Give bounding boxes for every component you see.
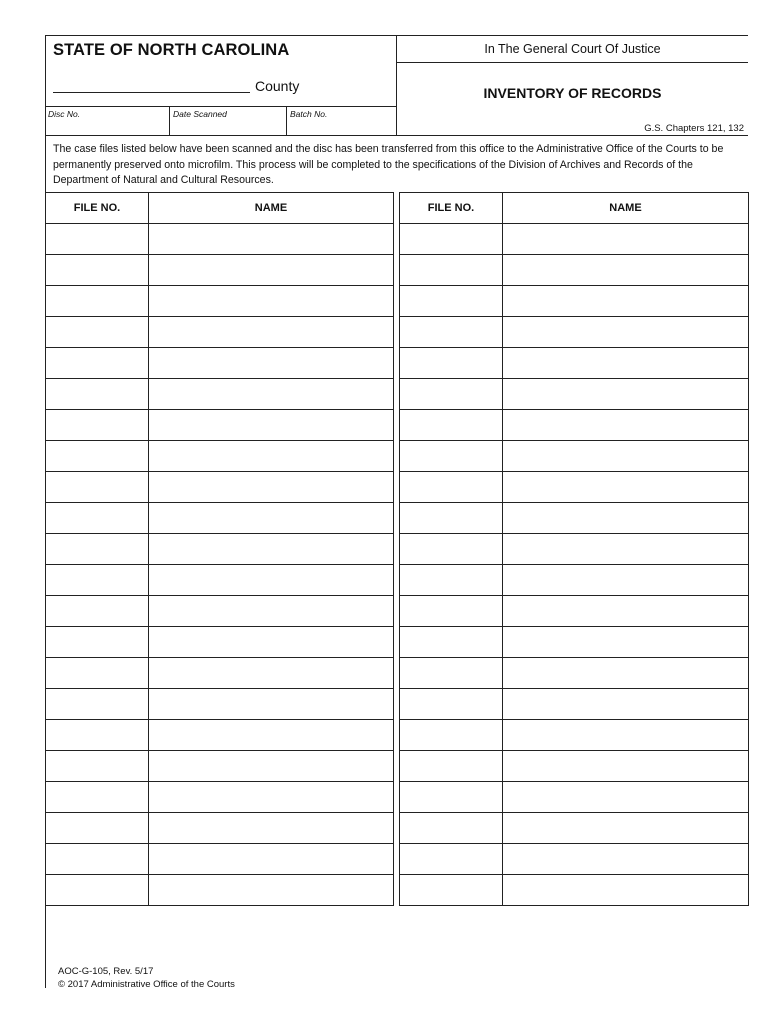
- file-no-cell[interactable]: [400, 565, 503, 596]
- name-cell[interactable]: [149, 317, 394, 348]
- file-no-cell[interactable]: [46, 472, 149, 503]
- file-no-cell[interactable]: [400, 813, 503, 844]
- table-row: [46, 627, 394, 658]
- file-no-cell[interactable]: [46, 503, 149, 534]
- name-cell[interactable]: [149, 751, 394, 782]
- name-cell[interactable]: [503, 627, 749, 658]
- table-header-row: [400, 193, 749, 224]
- name-cell[interactable]: [149, 255, 394, 286]
- name-cell[interactable]: [149, 503, 394, 534]
- file-no-cell[interactable]: [46, 410, 149, 441]
- table-row: [400, 441, 749, 472]
- table-row: [46, 317, 394, 348]
- file-no-cell[interactable]: [46, 565, 149, 596]
- file-no-cell[interactable]: [400, 720, 503, 751]
- file-no-cell[interactable]: [400, 286, 503, 317]
- file-no-cell[interactable]: [400, 441, 503, 472]
- table-row: [400, 844, 749, 875]
- header-left-panel: [45, 36, 397, 136]
- table-row: [46, 441, 394, 472]
- table-row: [400, 286, 749, 317]
- batch-no-label: Batch No.: [290, 109, 328, 119]
- table-row: [46, 472, 394, 503]
- file-no-cell[interactable]: [400, 782, 503, 813]
- file-no-cell[interactable]: [46, 379, 149, 410]
- file-no-cell[interactable]: [400, 875, 503, 906]
- name-cell[interactable]: [149, 348, 394, 379]
- name-cell[interactable]: [503, 286, 749, 317]
- form-header: [45, 35, 748, 136]
- file-no-cell[interactable]: [46, 596, 149, 627]
- name-cell[interactable]: [503, 255, 749, 286]
- file-no-cell[interactable]: [46, 441, 149, 472]
- name-cell[interactable]: [503, 472, 749, 503]
- name-cell[interactable]: [149, 658, 394, 689]
- table-row: [46, 720, 394, 751]
- name-cell[interactable]: [503, 658, 749, 689]
- file-no-cell[interactable]: [46, 658, 149, 689]
- file-no-cell[interactable]: [400, 503, 503, 534]
- table-row: [46, 596, 394, 627]
- file-no-cell[interactable]: [400, 379, 503, 410]
- table-row: [400, 875, 749, 906]
- file-no-cell[interactable]: [400, 658, 503, 689]
- name-cell[interactable]: [503, 379, 749, 410]
- name-cell[interactable]: [149, 565, 394, 596]
- inventory-table-right: [399, 192, 749, 906]
- form-title: INVENTORY OF RECORDS: [483, 85, 662, 101]
- name-cell[interactable]: [503, 534, 749, 565]
- name-cell[interactable]: [503, 689, 749, 720]
- table-row: [46, 379, 394, 410]
- table-row: [400, 503, 749, 534]
- statute-reference: G.S. Chapters 121, 132: [644, 123, 744, 134]
- disc-no-field[interactable]: [45, 107, 170, 136]
- table-row: [46, 844, 394, 875]
- file-no-cell[interactable]: [46, 224, 149, 255]
- table-row: [400, 410, 749, 441]
- file-no-cell[interactable]: [400, 255, 503, 286]
- disc-info-row: [45, 106, 397, 136]
- name-cell[interactable]: [503, 844, 749, 875]
- state-title: STATE OF NORTH CAROLINA: [53, 41, 290, 59]
- file-no-header: FILE NO.: [46, 193, 149, 224]
- table-row: [46, 565, 394, 596]
- name-cell[interactable]: [503, 751, 749, 782]
- table-row: [400, 813, 749, 844]
- table-row: [400, 720, 749, 751]
- name-cell[interactable]: [503, 410, 749, 441]
- disc-no-label: Disc No.: [48, 109, 81, 119]
- name-cell[interactable]: [149, 720, 394, 751]
- table-row: [46, 534, 394, 565]
- table-row: [400, 348, 749, 379]
- date-scanned-field[interactable]: [170, 107, 287, 136]
- name-cell[interactable]: [149, 410, 394, 441]
- copyright-notice: © 2017 Administrative Office of the Courts: [58, 979, 235, 990]
- table-row: [46, 751, 394, 782]
- table-row: [400, 255, 749, 286]
- file-no-cell[interactable]: [400, 410, 503, 441]
- name-cell[interactable]: [149, 224, 394, 255]
- name-cell[interactable]: [149, 596, 394, 627]
- file-no-cell[interactable]: [46, 751, 149, 782]
- table-row: [400, 565, 749, 596]
- file-no-cell[interactable]: [400, 534, 503, 565]
- name-cell[interactable]: [149, 472, 394, 503]
- file-no-cell[interactable]: [400, 844, 503, 875]
- name-header: NAME: [149, 193, 394, 224]
- name-cell[interactable]: [149, 441, 394, 472]
- file-no-cell[interactable]: [400, 596, 503, 627]
- table-row: [46, 410, 394, 441]
- name-cell[interactable]: [149, 875, 394, 906]
- table-row: [400, 689, 749, 720]
- description-text: The case files listed below have been scanned and the disc has been transferred from this office to the Administrative Office of the Courts to be permanently preserved onto microfilm. This process will be completed to the specifications of the Division of Archives and Records of the Department of Natural and Cultural Resources.: [53, 143, 724, 186]
- file-no-cell[interactable]: [46, 875, 149, 906]
- inventory-table-left: [45, 192, 394, 906]
- file-no-cell[interactable]: [46, 255, 149, 286]
- form-footer: [58, 965, 235, 991]
- file-no-cell[interactable]: [400, 348, 503, 379]
- table-row: [46, 224, 394, 255]
- table-row: [400, 317, 749, 348]
- table-row: [400, 658, 749, 689]
- name-cell[interactable]: [149, 627, 394, 658]
- name-cell[interactable]: [149, 534, 394, 565]
- court-name: In The General Court Of Justice: [397, 36, 748, 63]
- table-row: [46, 286, 394, 317]
- table-row: [400, 534, 749, 565]
- name-cell[interactable]: [503, 348, 749, 379]
- name-cell[interactable]: [503, 720, 749, 751]
- table-row: [400, 596, 749, 627]
- table-row: [400, 751, 749, 782]
- table-row: [46, 875, 394, 906]
- table-row: [46, 658, 394, 689]
- table-row: [400, 782, 749, 813]
- form-number: AOC-G-105, Rev. 5/17: [58, 966, 154, 977]
- table-row: [46, 255, 394, 286]
- batch-no-field[interactable]: [287, 107, 397, 136]
- file-no-cell[interactable]: [400, 751, 503, 782]
- name-cell[interactable]: [149, 782, 394, 813]
- table-row: [46, 689, 394, 720]
- name-cell[interactable]: [503, 875, 749, 906]
- table-row: [46, 348, 394, 379]
- name-cell[interactable]: [149, 286, 394, 317]
- name-cell[interactable]: [149, 689, 394, 720]
- file-no-cell[interactable]: [46, 534, 149, 565]
- table-row: [46, 813, 394, 844]
- name-cell[interactable]: [149, 379, 394, 410]
- name-cell[interactable]: [503, 317, 749, 348]
- file-no-cell[interactable]: [46, 348, 149, 379]
- name-cell[interactable]: [503, 813, 749, 844]
- file-no-cell[interactable]: [400, 472, 503, 503]
- date-scanned-label: Date Scanned: [173, 109, 227, 119]
- file-no-cell[interactable]: [400, 317, 503, 348]
- county-label: County: [255, 78, 300, 94]
- name-cell[interactable]: [149, 844, 394, 875]
- county-input-line[interactable]: [53, 92, 250, 93]
- file-no-cell[interactable]: [400, 224, 503, 255]
- table-row: [400, 379, 749, 410]
- file-no-cell[interactable]: [400, 627, 503, 658]
- file-no-cell[interactable]: [46, 813, 149, 844]
- file-no-header: FILE NO.: [400, 193, 503, 224]
- file-no-cell[interactable]: [46, 689, 149, 720]
- table-row: [46, 782, 394, 813]
- file-no-cell[interactable]: [400, 689, 503, 720]
- file-no-cell[interactable]: [46, 317, 149, 348]
- name-cell[interactable]: [503, 441, 749, 472]
- name-cell[interactable]: [503, 503, 749, 534]
- name-header: NAME: [503, 193, 749, 224]
- name-cell[interactable]: [503, 596, 749, 627]
- name-cell[interactable]: [503, 565, 749, 596]
- table-row: [400, 224, 749, 255]
- table-row: [46, 503, 394, 534]
- header-right-panel: [397, 36, 748, 136]
- file-no-cell[interactable]: [46, 627, 149, 658]
- table-header-row: [46, 193, 394, 224]
- name-cell[interactable]: [149, 813, 394, 844]
- name-cell[interactable]: [503, 224, 749, 255]
- file-no-cell[interactable]: [46, 286, 149, 317]
- file-no-cell[interactable]: [46, 844, 149, 875]
- table-row: [400, 627, 749, 658]
- table-row: [400, 472, 749, 503]
- name-cell[interactable]: [503, 782, 749, 813]
- file-no-cell[interactable]: [46, 720, 149, 751]
- file-no-cell[interactable]: [46, 782, 149, 813]
